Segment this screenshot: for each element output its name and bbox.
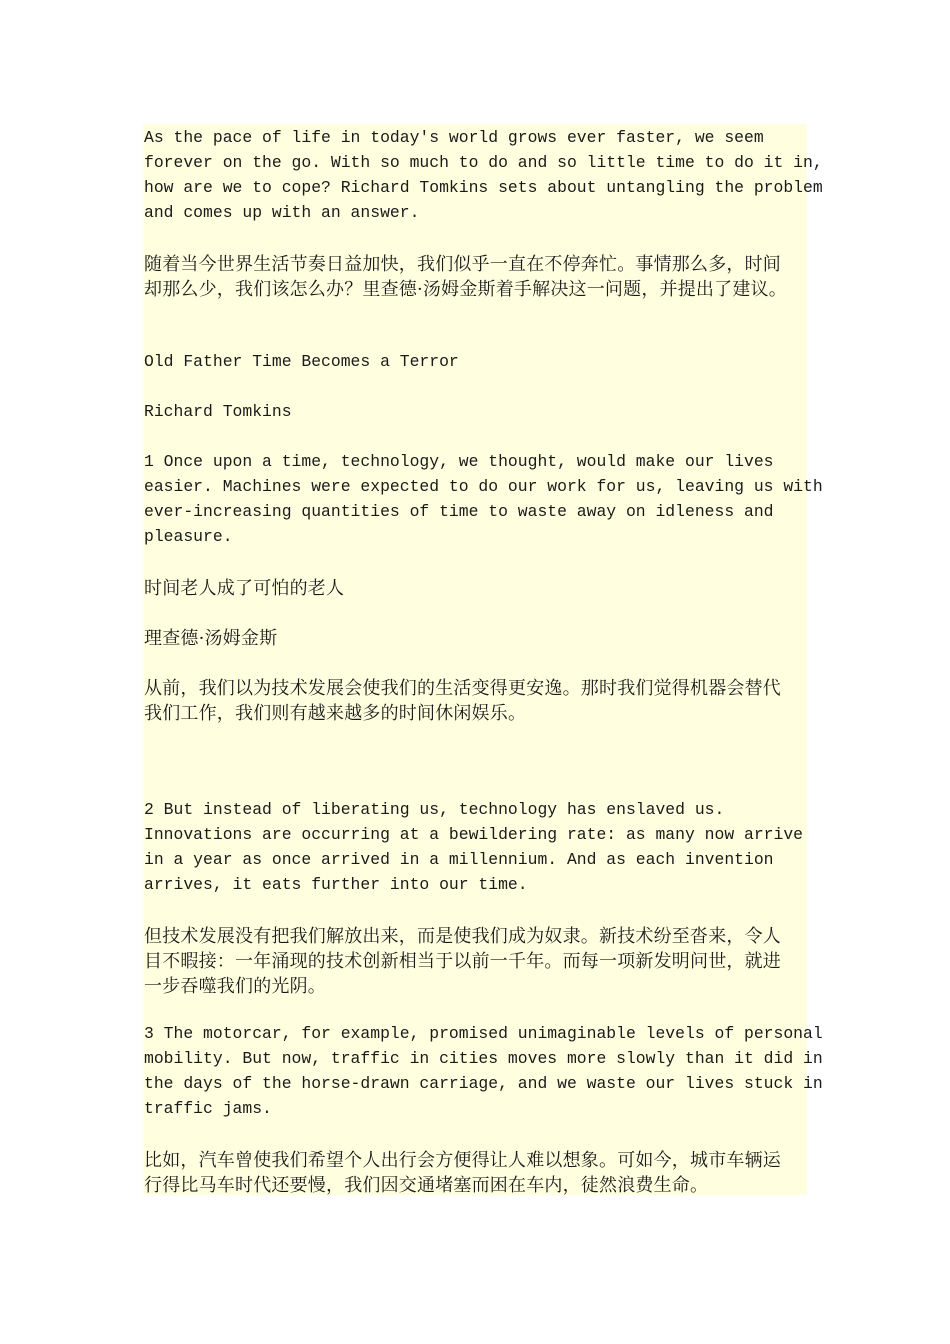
para2-en-line: arrives, it eats further into our time. bbox=[144, 875, 528, 894]
para1-en-line: ever-increasing quantities of time to waste away on idleness and bbox=[144, 502, 774, 521]
para2-en-line: 2 But instead of liberating us, technology has enslaved us. bbox=[144, 800, 725, 819]
para3-en-line: traffic jams. bbox=[144, 1099, 272, 1118]
intro-en-line: forever on the go. With so much to do and so little time to do it in, bbox=[144, 153, 823, 172]
intro-zh-line: 随着当今世界生活节奏日益加快，我们似乎一直在不停奔忙。事情那么多，时间 bbox=[144, 254, 781, 275]
para3-en-line: 3 The motorcar, for example, promised unimaginable levels of personal bbox=[144, 1024, 823, 1043]
para2-en-line: in a year as once arrived in a millennium. And as each invention bbox=[144, 850, 774, 869]
para2-zh-line: 目不暇接：一年涌现的技术创新相当于以前一千年。而每一项新发明问世，就进 bbox=[144, 951, 781, 972]
article-title-en: Old Father Time Becomes a Terror bbox=[144, 352, 459, 371]
para1-en-line: 1 Once upon a time, technology, we thought, would make our lives bbox=[144, 452, 774, 471]
article-author-zh: 理查德·汤姆金斯 bbox=[144, 628, 278, 649]
para1-en-line: pleasure. bbox=[144, 527, 233, 546]
para1-en-line: easier. Machines were expected to do our work for us, leaving us with bbox=[144, 477, 823, 496]
intro-en-line: how are we to cope? Richard Tomkins sets about untangling the problem bbox=[144, 178, 823, 197]
para2-en-line: Innovations are occurring at a bewildering rate: as many now arrive bbox=[144, 825, 804, 844]
para3-zh-line: 行得比马车时代还要慢，我们因交通堵塞而困在车内，徒然浪费生命。 bbox=[144, 1175, 709, 1196]
para2-zh-line: 但技术发展没有把我们解放出来，而是使我们成为奴隶。新技术纷至沓来，令人 bbox=[144, 926, 781, 947]
para3-zh-line: 比如，汽车曾使我们希望个人出行会方便得让人难以想象。可如今，城市车辆运 bbox=[144, 1150, 781, 1171]
intro-zh-line: 却那么少，我们该怎么办？里查德·汤姆金斯着手解决这一问题，并提出了建议。 bbox=[144, 279, 787, 300]
para2-zh-line: 一步吞噬我们的光阴。 bbox=[144, 976, 326, 997]
para3-en-line: mobility. But now, traffic in cities moves more slowly than it did in bbox=[144, 1049, 823, 1068]
intro-en-line: and comes up with an answer. bbox=[144, 203, 420, 222]
article-author-en: Richard Tomkins bbox=[144, 402, 292, 421]
para1-zh-line: 我们工作，我们则有越来越多的时间休闲娱乐。 bbox=[144, 703, 527, 724]
intro-en-line: As the pace of life in today's world grows ever faster, we seem bbox=[144, 128, 764, 147]
para3-en-line: the days of the horse-drawn carriage, and we waste our lives stuck in bbox=[144, 1074, 823, 1093]
article-title-zh: 时间老人成了可怕的老人 bbox=[144, 578, 345, 599]
para1-zh-line: 从前，我们以为技术发展会使我们的生活变得更安逸。那时我们觉得机器会替代 bbox=[144, 678, 781, 699]
